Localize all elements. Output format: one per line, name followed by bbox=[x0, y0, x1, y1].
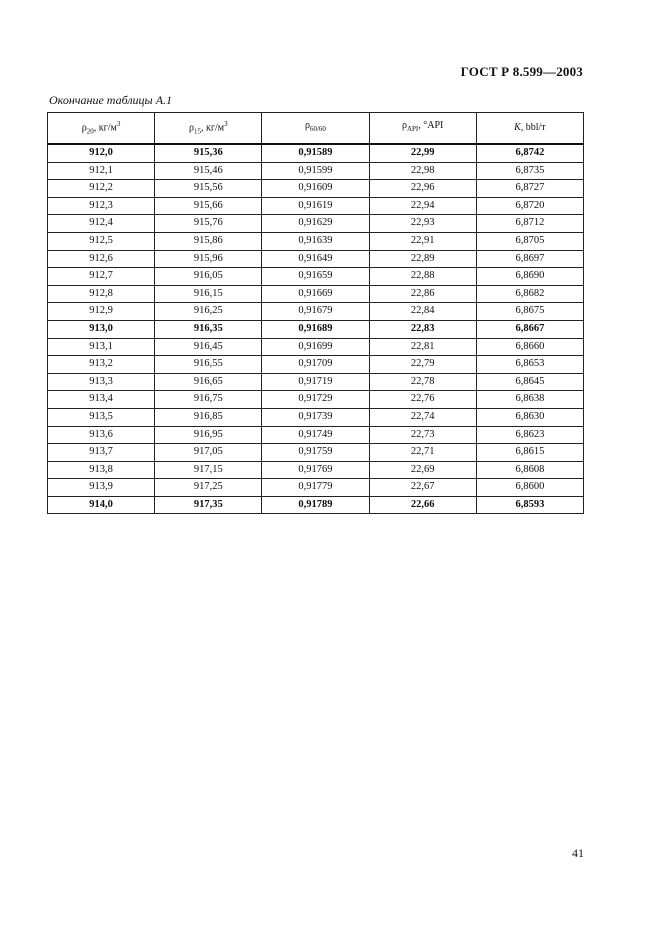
table-cell: 0,91619 bbox=[262, 197, 369, 215]
table-cell: 0,91769 bbox=[262, 461, 369, 479]
table-cell: 0,91639 bbox=[262, 232, 369, 250]
table-cell: 6,8742 bbox=[476, 144, 583, 162]
table-row bbox=[48, 320, 584, 338]
table-cell: 912,2 bbox=[48, 180, 155, 198]
table-cell: 917,35 bbox=[155, 496, 262, 514]
table-cell: 0,91589 bbox=[262, 144, 369, 162]
table-cell: 0,91729 bbox=[262, 391, 369, 409]
table-cell: 22,88 bbox=[369, 268, 476, 286]
table-cell: 913,9 bbox=[48, 479, 155, 497]
document-code: ГОСТ Р 8.599—2003 bbox=[460, 64, 583, 79]
table-cell: 916,55 bbox=[155, 356, 262, 374]
table-cell: 913,6 bbox=[48, 426, 155, 444]
table-cell: 0,91719 bbox=[262, 373, 369, 391]
table-cell: 912,4 bbox=[48, 215, 155, 233]
table-row bbox=[48, 496, 584, 514]
table-cell: 913,4 bbox=[48, 391, 155, 409]
table-header-row bbox=[48, 113, 584, 145]
table-row bbox=[48, 180, 584, 198]
table-cell: 0,91739 bbox=[262, 408, 369, 426]
table-cell: 912,7 bbox=[48, 268, 155, 286]
table-row bbox=[48, 197, 584, 215]
table-cell: 22,86 bbox=[369, 285, 476, 303]
table-cell: 912,3 bbox=[48, 197, 155, 215]
table-cell: 917,25 bbox=[155, 479, 262, 497]
table-cell: 913,5 bbox=[48, 408, 155, 426]
table-cell: 0,91749 bbox=[262, 426, 369, 444]
table-cell: 0,91759 bbox=[262, 444, 369, 462]
density-table bbox=[47, 112, 584, 514]
table-cell: 6,8638 bbox=[476, 391, 583, 409]
table-cell: 0,91699 bbox=[262, 338, 369, 356]
table-cell: 6,8705 bbox=[476, 232, 583, 250]
table-cell: 22,69 bbox=[369, 461, 476, 479]
table-cell: 916,45 bbox=[155, 338, 262, 356]
table-cell: 22,79 bbox=[369, 356, 476, 374]
table-row bbox=[48, 373, 584, 391]
table-cell: 6,8593 bbox=[476, 496, 583, 514]
table-cell: 6,8675 bbox=[476, 303, 583, 321]
table-cell: 913,3 bbox=[48, 373, 155, 391]
table-cell: 6,8608 bbox=[476, 461, 583, 479]
table-cell: 6,8735 bbox=[476, 162, 583, 180]
table-cell: 913,1 bbox=[48, 338, 155, 356]
table-cell: 912,0 bbox=[48, 144, 155, 162]
table-cell: 6,8712 bbox=[476, 215, 583, 233]
table-cell: 913,8 bbox=[48, 461, 155, 479]
table-cell: 22,78 bbox=[369, 373, 476, 391]
table-cell: 916,25 bbox=[155, 303, 262, 321]
table-row bbox=[48, 408, 584, 426]
table-cell: 913,7 bbox=[48, 444, 155, 462]
table-cell: 916,75 bbox=[155, 391, 262, 409]
table-cell: 22,74 bbox=[369, 408, 476, 426]
table-cell: 912,9 bbox=[48, 303, 155, 321]
table-cell: 6,8660 bbox=[476, 338, 583, 356]
table-cell: 915,96 bbox=[155, 250, 262, 268]
table-cell: 912,8 bbox=[48, 285, 155, 303]
table-cell: 0,91679 bbox=[262, 303, 369, 321]
table-row bbox=[48, 268, 584, 286]
table-cell: 6,8645 bbox=[476, 373, 583, 391]
table-cell: 22,94 bbox=[369, 197, 476, 215]
table-cell: 22,73 bbox=[369, 426, 476, 444]
table-cell: 0,91689 bbox=[262, 320, 369, 338]
table-cell: 6,8667 bbox=[476, 320, 583, 338]
table-cell: 912,5 bbox=[48, 232, 155, 250]
table-cell: 6,8690 bbox=[476, 268, 583, 286]
table-cell: 0,91609 bbox=[262, 180, 369, 198]
table-caption: Окончание таблицы А.1 bbox=[49, 93, 173, 107]
table-cell: 6,8697 bbox=[476, 250, 583, 268]
table-cell: 916,65 bbox=[155, 373, 262, 391]
table-cell: 0,91649 bbox=[262, 250, 369, 268]
header-rho60: $\rho_{60/60}$ bbox=[262, 113, 369, 145]
table-cell: 22,81 bbox=[369, 338, 476, 356]
table-cell: 913,0 bbox=[48, 320, 155, 338]
header-k: K, bbl/т bbox=[476, 113, 583, 145]
table-cell: 916,95 bbox=[155, 426, 262, 444]
table-cell: 22,67 bbox=[369, 479, 476, 497]
table-cell: 22,71 bbox=[369, 444, 476, 462]
table-cell: 916,15 bbox=[155, 285, 262, 303]
table-cell: 22,84 bbox=[369, 303, 476, 321]
table-row bbox=[48, 338, 584, 356]
table-cell: 915,66 bbox=[155, 197, 262, 215]
table-cell: 914,0 bbox=[48, 496, 155, 514]
table-cell: 913,2 bbox=[48, 356, 155, 374]
table-cell: 0,91709 bbox=[262, 356, 369, 374]
table-cell: 915,46 bbox=[155, 162, 262, 180]
table-cell: 915,36 bbox=[155, 144, 262, 162]
table-row bbox=[48, 162, 584, 180]
table-cell: 22,66 bbox=[369, 496, 476, 514]
table-cell: 0,91599 bbox=[262, 162, 369, 180]
table-cell: 915,76 bbox=[155, 215, 262, 233]
table-row bbox=[48, 144, 584, 162]
table-row bbox=[48, 215, 584, 233]
table-cell: 917,15 bbox=[155, 461, 262, 479]
table-cell: 22,83 bbox=[369, 320, 476, 338]
table-cell: 917,05 bbox=[155, 444, 262, 462]
header-rho20: $\rho_{20}$, $кг/м^3$ bbox=[48, 113, 155, 145]
table-cell: 0,91669 bbox=[262, 285, 369, 303]
table-cell: 22,76 bbox=[369, 391, 476, 409]
table-cell: 6,8720 bbox=[476, 197, 583, 215]
table-cell: 0,91629 bbox=[262, 215, 369, 233]
table-cell: 0,91779 bbox=[262, 479, 369, 497]
table-row bbox=[48, 444, 584, 462]
table-cell: 912,1 bbox=[48, 162, 155, 180]
table-row bbox=[48, 479, 584, 497]
table-cell: 6,8623 bbox=[476, 426, 583, 444]
table-row bbox=[48, 356, 584, 374]
table-cell: 6,8727 bbox=[476, 180, 583, 198]
table-cell: 22,91 bbox=[369, 232, 476, 250]
table-cell: 916,85 bbox=[155, 408, 262, 426]
table-row bbox=[48, 232, 584, 250]
table-cell: 6,8615 bbox=[476, 444, 583, 462]
table-cell: 6,8600 bbox=[476, 479, 583, 497]
table-cell: 915,86 bbox=[155, 232, 262, 250]
table-row bbox=[48, 461, 584, 479]
table-cell: 22,98 bbox=[369, 162, 476, 180]
table-cell: 22,96 bbox=[369, 180, 476, 198]
table-cell: 0,91659 bbox=[262, 268, 369, 286]
table-cell: 0,91789 bbox=[262, 496, 369, 514]
page-number: 41 bbox=[572, 846, 584, 860]
header-rhoapi: $\rho_{API}$, °API bbox=[369, 113, 476, 145]
table-cell: 6,8653 bbox=[476, 356, 583, 374]
table-row bbox=[48, 426, 584, 444]
table-cell: 22,99 bbox=[369, 144, 476, 162]
table-cell: 22,89 bbox=[369, 250, 476, 268]
table-cell: 916,05 bbox=[155, 268, 262, 286]
table-cell: 6,8630 bbox=[476, 408, 583, 426]
table-cell: 916,35 bbox=[155, 320, 262, 338]
table-cell: 22,93 bbox=[369, 215, 476, 233]
table-cell: 912,6 bbox=[48, 250, 155, 268]
table-cell: 6,8682 bbox=[476, 285, 583, 303]
header-rho15: $\rho_{15}$, $кг/м^3$ bbox=[155, 113, 262, 145]
table-row bbox=[48, 250, 584, 268]
table-cell: 915,56 bbox=[155, 180, 262, 198]
table-row bbox=[48, 303, 584, 321]
table-row bbox=[48, 391, 584, 409]
table-row bbox=[48, 285, 584, 303]
